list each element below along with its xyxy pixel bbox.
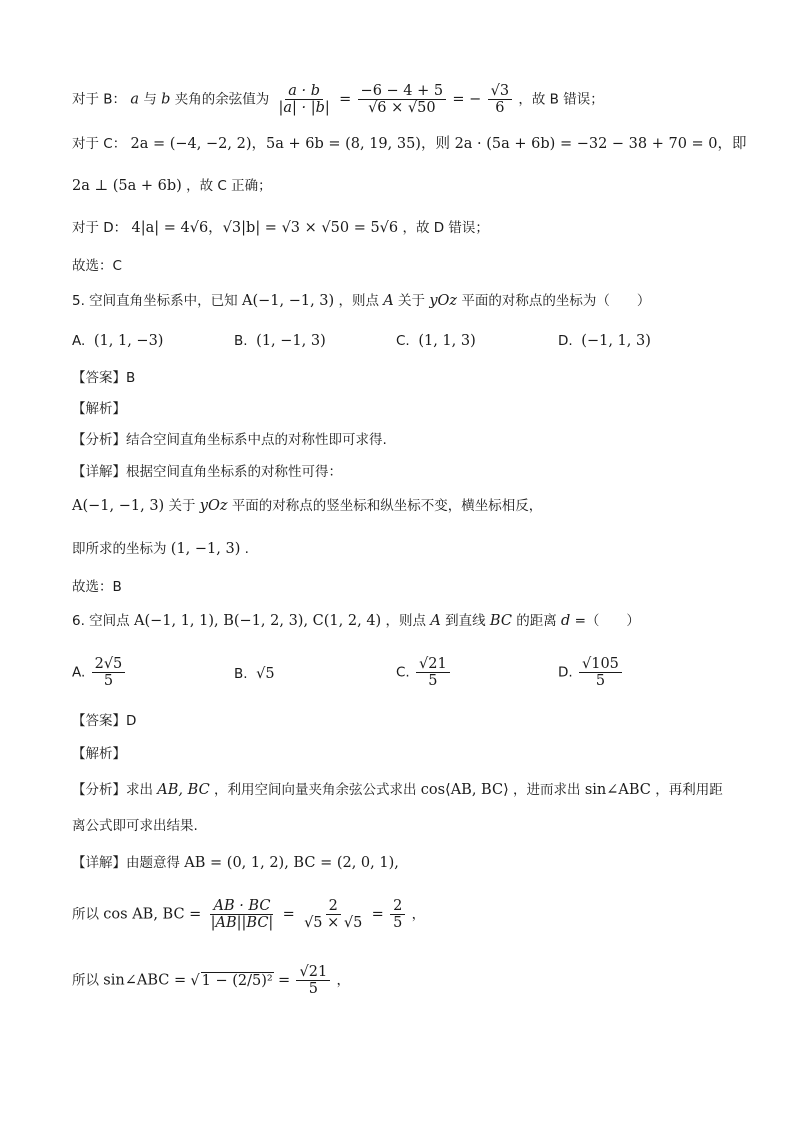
q5-result-value: (1, −1, 3) xyxy=(170,541,241,557)
q4-c-expr2: 2a ⊥ (5a + 6b) xyxy=(72,178,182,194)
q6-stem-mid2: 到直线 xyxy=(445,613,486,629)
q6-option-c xyxy=(396,656,452,689)
q6-sin-num: √21 xyxy=(296,964,330,981)
q4-d-expr: 4|a| = 4√6，√3|b| = √3 × √50 = 5√6 xyxy=(131,220,399,236)
q6-stem-mid: ，则点 xyxy=(385,613,427,629)
q6-analysis-heading: 【解析】 xyxy=(72,746,126,762)
vec-b: b xyxy=(161,91,171,108)
q6-sin-sqrt: √ 1 − (2/5)² xyxy=(190,972,273,989)
q5-detail-point: A(−1, −1, 3) xyxy=(72,498,165,514)
q5-result xyxy=(72,539,249,559)
q5-option-a-value: (1, 1, −3) xyxy=(93,333,164,349)
q4-b-mid: 与 xyxy=(143,91,157,108)
q4-option-c-line xyxy=(72,134,747,154)
q6-cos-lhs: cos AB, BC = xyxy=(103,906,202,923)
q6-stem-bc: BC xyxy=(489,613,512,629)
q6-sin-line: 所以 sin∠ABC = √ 1 − (2/5)² = $\frac{√21}{5}$ ， xyxy=(72,964,350,997)
q6-stem-mid3: 的距离 xyxy=(516,613,557,629)
q6-fenxi xyxy=(72,780,723,800)
q6-fenxi-cos: cos⟨AB, BC⟩ xyxy=(420,782,509,798)
q5-option-d xyxy=(558,331,651,351)
q6-stem-prefix: 6. 空间点 xyxy=(72,613,130,629)
q6-option-b xyxy=(234,664,275,684)
q6-cos-num2: 2 xyxy=(326,898,341,915)
q6-cos-prefix: 所以 xyxy=(72,906,99,923)
q6-fenxi-prefix: 【分析】求出 xyxy=(72,782,153,798)
q6-sin-lhs: sin∠ABC = xyxy=(103,972,187,989)
q5-stem-point: A(−1, −1, 3) xyxy=(241,293,335,309)
q5-option-c-label: C. xyxy=(396,333,410,349)
q6-cos-fraction-2 xyxy=(301,898,365,931)
q6-sin-prefix: 所以 xyxy=(72,972,99,989)
q5-result-end: . xyxy=(244,541,249,557)
q6-sin-fraction xyxy=(296,964,330,997)
q5-fenxi: 【分析】结合空间直角坐标系中点的对称性即可求得. xyxy=(72,432,387,448)
q6-option-c-num: √21 xyxy=(416,656,450,673)
q6-xiangjie-expr: AB = (0, 1, 2), BC = (2, 0, 1), xyxy=(184,855,399,871)
q5-detail xyxy=(72,496,542,516)
q6-cos-num1: AB · BC xyxy=(210,898,273,915)
q4-option-c-line2 xyxy=(72,176,272,196)
q6-option-a-label: A. xyxy=(72,664,86,681)
q4-option-b-line: 对于 B： a 与 b 夹角的余弦值为 $\frac{a \cdot b}{|a| \cdot |b|}$ = $\frac{-6 - 4 + 5}{√6 \times √50}$ = − $\frac{√3}{6}$ ，故 B 错误； xyxy=(72,83,604,116)
q4-c-expr: 2a = (−4, −2, 2)，5a + 6b = (8, 19, 35)，则 2a · (5a + 6b) = −32 − 38 + 70 = 0，即 xyxy=(130,136,747,152)
q6-cos-num3: 2 xyxy=(390,898,405,915)
q4-b-end: ，故 B 错误； xyxy=(518,91,604,108)
q5-option-c-value: (1, 1, 3) xyxy=(418,333,476,349)
q6-option-b-value: √5 xyxy=(256,666,275,682)
q6-fenxi-mid: ，利用空间向量夹角余弦公式求出 xyxy=(213,782,417,798)
q6-option-c-den: 5 xyxy=(428,673,438,689)
q4-b-prefix: 对于 B： xyxy=(72,91,127,108)
q4-c-prefix: 对于 C： xyxy=(72,136,127,152)
q4-b-den: √6 × √50 xyxy=(368,100,436,116)
q5-option-b xyxy=(234,331,326,351)
q6-xiangjie xyxy=(72,853,399,873)
q5-stem-suffix: 平面的对称点的坐标为（ ） xyxy=(461,293,651,309)
q6-fenxi-sin: sin∠ABC xyxy=(584,782,651,798)
q4-d-end: ，故 D 错误； xyxy=(402,220,489,236)
q6-fenxi-vecs: AB, BC xyxy=(157,782,210,798)
q5-analysis-heading: 【解析】 xyxy=(72,401,126,417)
q4-choice: 故选：C xyxy=(72,258,122,274)
q6-option-b-label: B. xyxy=(234,666,248,682)
q6-cos-end: ， xyxy=(411,906,426,923)
q6-option-d-num: √105 xyxy=(579,656,622,673)
q6-stem-d: d xyxy=(561,613,571,629)
q4-b-result-fraction: $\frac{√3}{6}$ xyxy=(488,83,512,116)
q6-cos-den1: |AB||BC| xyxy=(210,915,274,931)
q6-cos-line: 所以 cos AB, BC = $\frac{AB \cdot BC}{|AB||BC|}$ = $\frac{2}{√5 \times √5}$ = $\frac{2}{5}$ ， xyxy=(72,898,426,931)
q6-xiangjie-prefix: 【详解】由题意得 xyxy=(72,855,180,871)
q6-option-d-den: 5 xyxy=(595,673,606,689)
q6-stem-a: A xyxy=(430,613,441,629)
q5-result-prefix: 即所求的坐标为 xyxy=(72,541,167,557)
q6-option-c-label: C. xyxy=(396,664,410,681)
q5-stem-a: A xyxy=(383,293,394,309)
q5-answer: 【答案】B xyxy=(72,370,136,386)
q4-d-prefix: 对于 D： xyxy=(72,220,128,236)
q4-b-cos-fraction: $\frac{a \cdot b}{|a| \cdot |b|}$ xyxy=(278,83,330,116)
q5-option-d-label: D. xyxy=(558,333,573,349)
q5-stem-plane: yOz xyxy=(429,293,458,309)
q6-cos-fraction-3 xyxy=(390,898,405,931)
q5-stem-mid2: 关于 xyxy=(398,293,426,309)
q6-sin-den: 5 xyxy=(308,981,318,997)
q5-option-a xyxy=(72,331,163,351)
q6-sin-end: ， xyxy=(336,972,350,989)
q6-option-a-num: 2√5 xyxy=(92,656,126,673)
q6-option-a xyxy=(72,656,127,689)
q5-xiangjie: 【详解】根据空间直角坐标系的对称性可得： xyxy=(72,464,342,480)
q4-c-end: ，故 C 正确； xyxy=(186,178,272,194)
q5-detail-suffix: 平面的对称点的竖坐标和纵坐标不变，横坐标相反， xyxy=(231,498,543,514)
q6-stem-points: A(−1, 1, 1), B(−1, 2, 3), C(1, 2, 4) xyxy=(133,613,382,629)
q6-option-d-label: D. xyxy=(558,664,573,681)
q5-stem xyxy=(72,291,650,311)
q6-cos-den2: √5 × √5 xyxy=(304,915,363,931)
q6-fenxi-suffix: ，再利用距 xyxy=(655,782,723,798)
q5-stem-prefix: 5. 空间直角坐标系中，已知 xyxy=(72,293,238,309)
q4-b-num: −6 − 4 + 5 xyxy=(358,83,447,100)
q4-b-value-fraction xyxy=(358,83,447,116)
q6-answer: 【答案】D xyxy=(72,713,137,729)
q6-cos-fraction-1 xyxy=(208,898,277,931)
vec-a: a xyxy=(130,91,140,108)
q5-stem-mid: ，则点 xyxy=(338,293,379,309)
q6-stem xyxy=(72,611,640,631)
q5-option-d-value: (−1, 1, 3) xyxy=(581,333,651,349)
q6-cos-den3: 5 xyxy=(393,915,403,931)
q6-option-d xyxy=(558,656,624,689)
q4-b-suffix: 夹角的余弦值为 xyxy=(174,91,270,108)
q6-fenxi-line2: 离公式即可求出结果. xyxy=(72,818,198,834)
q6-sin-inner: 1 − (2/5)² xyxy=(201,972,273,989)
q5-detail-plane: yOz xyxy=(199,498,228,514)
q6-fenxi-mid2: ，进而求出 xyxy=(513,782,581,798)
q5-option-b-label: B. xyxy=(234,333,248,349)
q5-choice: 故选：B xyxy=(72,579,122,595)
q6-stem-suffix: =（ ） xyxy=(574,613,640,629)
q4-option-d-line xyxy=(72,218,489,238)
q5-option-a-label: A. xyxy=(72,333,86,349)
q4-b-result: 6 xyxy=(495,100,505,116)
q5-option-b-value: (1, −1, 3) xyxy=(256,333,326,349)
q5-option-c xyxy=(396,331,476,351)
q5-detail-mid: 关于 xyxy=(168,498,196,514)
q6-option-a-den: 5 xyxy=(103,673,114,689)
